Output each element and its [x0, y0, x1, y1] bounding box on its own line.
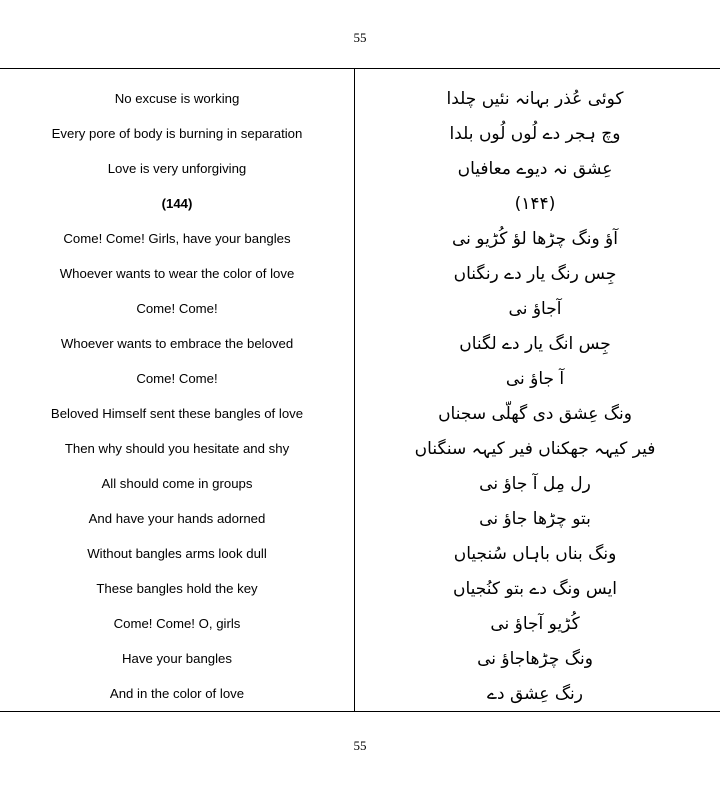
verse-line: کوئی عُذر بہانہ نئیں چلدا [446, 89, 624, 110]
verse-line: Whoever wants to wear the color of love [59, 266, 295, 282]
verse-line: Then why should you hesitate and shy [64, 441, 290, 457]
verse-line: Have your bangles [122, 651, 232, 667]
verse-line: جِس انگ یار دے لگناں [459, 334, 611, 355]
verse-line: And in the color of love [109, 686, 245, 702]
verse-line: No excuse is working [114, 91, 240, 107]
verse-line: Whoever wants to embrace the beloved [60, 336, 294, 352]
verse-line: ونگ عِشق دی گھلّی سجناں [438, 404, 632, 425]
verse-line: Beloved Himself sent these bangles of love [50, 406, 304, 422]
verse-line: آ جاؤ نی [505, 369, 565, 390]
verse-line: Every pore of body is burning in separation [51, 126, 303, 142]
page-number-bottom: 55 [353, 738, 367, 753]
page-number-top: 55 [353, 30, 367, 45]
verse-line: رل مِل آ جاؤ نی [479, 474, 591, 495]
verse-line: Come! Come! O, girls [113, 616, 241, 632]
english-column [0, 68, 354, 712]
verse-line: وچ ہجر دے لُوں لُوں بلدا [449, 124, 621, 145]
verse-line: Come! Come! [136, 371, 218, 387]
verse-line: آجاؤ نی [508, 299, 562, 320]
verse-line: Come! Come! [136, 301, 218, 317]
verse-line: ایس ونگ دے بتو کنُجیاں [452, 579, 618, 600]
verse-line: آؤ ونگ چڑھا لؤ کُڑیو نی [452, 229, 618, 250]
verse-line: بتو چڑھا جاؤ نی [479, 509, 591, 530]
verse-line: ونگ بناں باہاں سُنجیاں [453, 544, 617, 565]
verse-line: And have your hands adorned [88, 511, 266, 527]
translation-columns [0, 68, 720, 712]
verse-line: کُڑیو آجاؤ نی [490, 614, 580, 635]
verse-line: All should come in groups [101, 476, 253, 492]
verse-line: رنگ عِشق دے [487, 684, 583, 705]
poem-number: (144) [161, 196, 193, 212]
verse-line: These bangles hold the key [96, 581, 258, 597]
verse-line: ونگ چڑھاجاؤ نی [477, 649, 593, 670]
urdu-column [354, 68, 720, 712]
verse-line: Without bangles arms look dull [87, 546, 267, 562]
verse-line: Love is very unforgiving [107, 161, 247, 177]
poem-number: (۱۴۴) [514, 194, 556, 215]
verse-line: عِشق نہ دیوے معافیاں [457, 159, 613, 180]
verse-line: فیر کیہہ جھکناں فیر کیہہ سنگناں [414, 439, 656, 460]
verse-line: Come! Come! Girls, have your bangles [63, 231, 291, 247]
verse-line: جِس رنگ یار دے رنگناں [453, 264, 617, 285]
